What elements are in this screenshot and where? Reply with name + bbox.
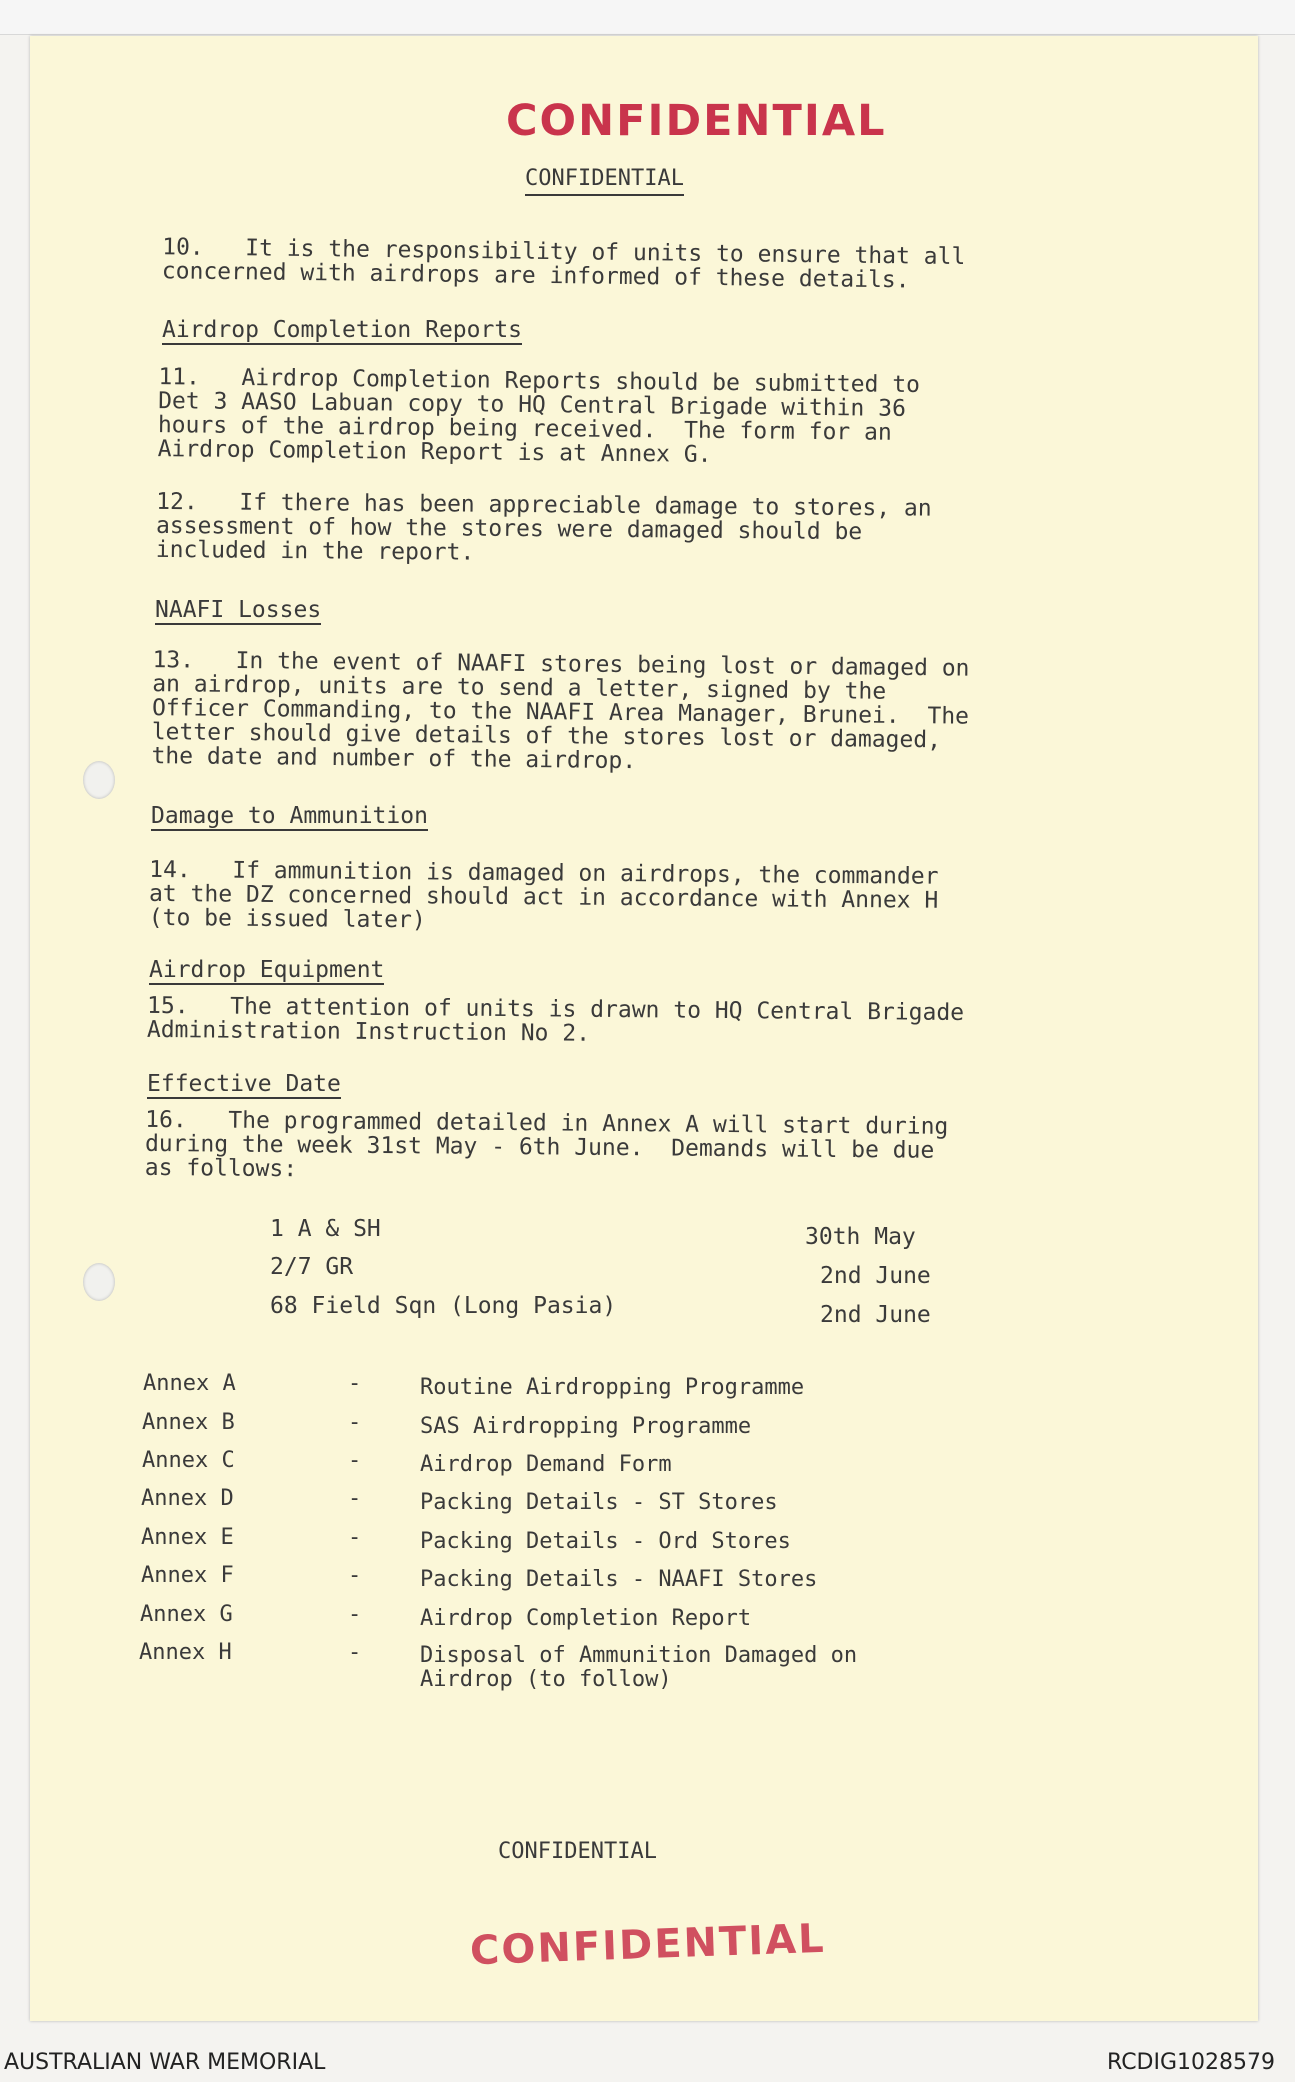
footer-record-id: RCDIG1028579 xyxy=(1107,2050,1276,2075)
annex-description: Routine Airdropping Programme xyxy=(420,1375,805,1400)
heading-airdrop-completion-reports: Airdrop Completion Reports xyxy=(162,317,523,343)
annex-description: Packing Details - ST Stores xyxy=(420,1490,778,1515)
paragraph-13: 13. In the event of NAAFI stores being lost or damaged on an airdrop, units are to send a letter, signed by the Officer Commanding, to the NAAFI Area Manager, Brunei. The letter should give details of the stores lost or damaged, the date and number of the airdrop. xyxy=(151,647,970,775)
annex-description: Packing Details - Ord Stores xyxy=(420,1529,791,1554)
annex-label: Annex E xyxy=(141,1525,234,1550)
confidential-stamp-bottom: CONFIDENTIAL xyxy=(469,1915,827,1975)
paragraph-12: 12. If there has been appreciable damage to stores, an assessment of how the stores were damaged should be included in the report. xyxy=(155,488,932,566)
annex-dash: - xyxy=(348,1410,362,1435)
annex-dash: - xyxy=(348,1525,362,1550)
punch-hole xyxy=(83,761,115,799)
document-page xyxy=(30,36,1258,2021)
annex-label: Annex H xyxy=(139,1640,232,1665)
annex-dash: - xyxy=(348,1371,362,1396)
heading-effective-date: Effective Date xyxy=(147,1071,341,1097)
annex-dash: - xyxy=(348,1640,362,1665)
annex-label: Annex G xyxy=(140,1602,233,1627)
annex-label: Annex C xyxy=(142,1448,235,1473)
paragraph-14: 14. If ammunition is damaged on airdrops, the commander at the DZ concerned should act in accordance with Annex H (to be issued later) xyxy=(148,856,939,934)
demand-unit: 68 Field Sqn (Long Pasia) xyxy=(270,1293,617,1319)
annex-label: Annex B xyxy=(142,1410,235,1435)
punch-hole xyxy=(83,1263,115,1301)
annex-dash: - xyxy=(348,1563,362,1588)
annex-description: Packing Details - NAAFI Stores xyxy=(420,1567,818,1592)
paragraph-10: 10. It is the responsibility of units to ensure that all concerned with airdrops are informed of these details. xyxy=(161,234,966,294)
heading-naafi-losses: NAAFI Losses xyxy=(155,597,322,623)
annex-label: Annex D xyxy=(141,1486,234,1511)
annex-dash: - xyxy=(348,1448,362,1473)
heading-airdrop-equipment: Airdrop Equipment xyxy=(149,957,385,983)
demand-unit: 1 A & SH xyxy=(270,1216,381,1242)
paragraph-11: 11. Airdrop Completion Reports should be submitted to Det 3 AASO Labuan copy to HQ Central Brigade within 36 hours of the airdrop being received. The form for an Airdrop Completion Report is at Annex G. xyxy=(157,364,921,468)
annex-description: Airdrop Demand Form xyxy=(420,1452,672,1477)
annex-label: Annex A xyxy=(143,1371,236,1396)
demand-date: 2nd June xyxy=(820,1263,931,1289)
annex-label: Annex F xyxy=(141,1563,234,1588)
confidential-stamp-top: CONFIDENTIAL xyxy=(506,96,887,146)
paragraph-16: 16. The programmed detailed in Annex A will start during during the week 31st May - 6th June. Demands will be due as follows: xyxy=(144,1106,949,1183)
demand-unit: 2/7 GR xyxy=(270,1254,354,1280)
viewer-top-bar xyxy=(0,0,1295,35)
classification-top: CONFIDENTIAL xyxy=(525,166,684,196)
footer-source-label: AUSTRALIAN WAR MEMORIAL xyxy=(4,2050,326,2075)
annex-dash: - xyxy=(348,1486,362,1511)
annex-dash: - xyxy=(348,1602,362,1627)
demand-date: 2nd June xyxy=(820,1302,931,1328)
demand-date: 30th May xyxy=(805,1224,916,1250)
paragraph-15: 15. The attention of units is drawn to HQ Central Brigade Administration Instruction No 2. xyxy=(146,992,965,1047)
classification-bottom: CONFIDENTIAL xyxy=(498,1839,657,1864)
heading-damage-to-ammunition: Damage to Ammunition xyxy=(151,803,428,829)
annex-description: Airdrop Completion Report xyxy=(420,1606,752,1631)
annex-description: SAS Airdropping Programme xyxy=(420,1414,752,1439)
annex-description: Disposal of Ammunition Damaged on Airdrop (to follow) xyxy=(420,1643,858,1692)
